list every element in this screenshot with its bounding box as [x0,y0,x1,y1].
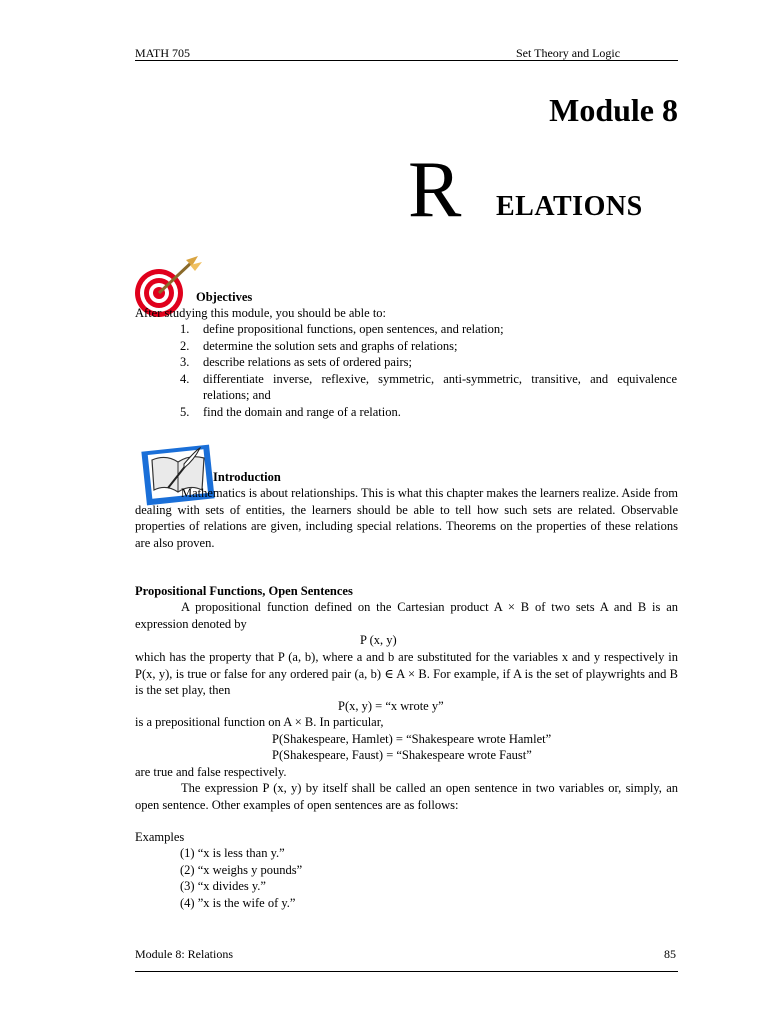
footer-module: Module 8: Relations [135,947,233,961]
list-text: determine the solution sets and graphs of relations; [203,338,458,353]
section-paragraph-4: are true and false respectively. [135,765,287,779]
list-item [180,338,677,355]
formula-hamlet: P(Shakespeare, Hamlet) = “Shakespeare wrote Hamlet” [272,732,552,746]
introduction-paragraph: Mathematics is about relationships. This is what this chapter makes the learners realize. Aside from dealing with sets of entities, the learners should be able to tell how such sets are related. Observable properties of relations are given, including special relations. Theorems on the properties of these relations are also proven. [135,486,678,550]
example-item: (1) “x is less than y.” [180,846,285,860]
objectives-heading: Objectives [196,290,253,304]
list-text: define propositional functions, open sentences, and relation; [203,322,504,336]
section-paragraph-3: is a prepositional function on A × B. In particular, [135,715,384,729]
example-item: (3) “x divides y.” [180,879,266,893]
objectives-intro-text: After studying this module, you should be able to: [135,306,387,320]
title-dropcap: R [408,146,462,234]
list-text: find the domain and range of a relation. [203,404,401,419]
page-number: 85 [664,947,676,961]
footer-rule [135,971,678,972]
list-number: 2. [180,338,190,353]
title-rest: ELATIONS [496,191,643,222]
examples-label: Examples [135,830,185,844]
module-title: Module 8 [549,92,678,128]
list-text: differentiate inverse, reflexive, symmetric, anti-symmetric, transitive, and equivalence relations; and [203,371,677,402]
list-number: 3. [180,355,190,369]
section-paragraph-5: The expression P (x, y) by itself shall be called an open sentence in two variables or, simply, an open sentence. Other examples of open sentences are as follows: [135,781,678,812]
list-number: 5. [180,404,190,419]
list-item [180,354,677,371]
formula-x-wrote-y: P(x, y) = “x wrote y” [338,699,444,713]
list-item [180,321,677,338]
header-course: MATH 705 [135,46,191,60]
section-paragraph-2: which has the property that P (a, b), where a and b are substituted for the variables x and y respectively in P(x, y), is true or false for any ordered pair (a, b) ∈ A × B. For example, if A is the set of playwrights and B is the set play, then [135,650,678,697]
list-number: 4. [180,371,190,386]
example-item: (4) ”x is the wife of y.” [180,896,296,910]
objectives-list [180,321,677,420]
header-subject: Set Theory and Logic [516,46,621,60]
header-rule [135,60,678,61]
list-number: 1. [180,322,190,336]
objectives-intro [135,305,678,322]
list-text: describe relations as sets of ordered pairs; [203,355,412,369]
list-item [180,371,677,404]
list-item [180,404,677,421]
formula-pxy: P (x, y) [360,633,397,647]
formula-faust: P(Shakespeare, Faust) = “Shakespeare wrote Faust” [272,748,532,762]
example-item: (2) “x weighs y pounds” [180,863,303,877]
section-paragraph-1: A propositional function defined on the Cartesian product A × B of two sets A and B is an expression denoted by [135,600,678,631]
introduction-heading: Introduction [213,470,281,484]
section-heading: Propositional Functions, Open Sentences [135,584,353,598]
